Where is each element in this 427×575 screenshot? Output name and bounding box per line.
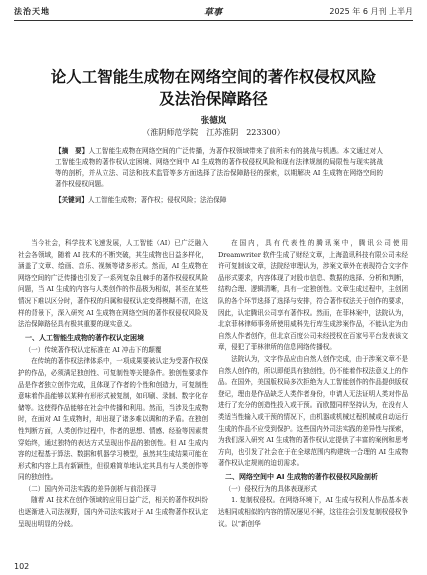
body-column-right: [218, 238, 408, 530]
intro-paragraph: 当今社会，科学技术飞速发展，人工智能（AI）已广泛融入社会各领域，随着 AI 技术的不断突破，其生成物也日益多样化，涵盖了文章、绘画、音乐、视频等诸多形式。然而，AI 生成物在网络空间的广泛传播也引发了一系列复杂且棘手的著作权侵权风险问题，当 AI 生成的内容与人类创作的作品极为相似，甚至在某些情况下难以区分时，著作权的归属和侵权认定变得模糊不清，在这样的背景下，深入研究 AI 生成物在网络空间的著作权侵权风险及法治保障路径具有极其重要的现实意义。: [18, 239, 208, 329]
body-paragraph: 在传统的著作权法律体系中，一项成果要被认定为受著作权保护的作品，必须满足独创性、可复制性等关键条件。独创性要求作品是作者独立创作完成，且体现了作者的个性和创造力，可复制性意味着作品能够以某种有形形式被复制，如印刷、录制、数字化存储等。这使得作品能够在社会中传播和利用。然而，当涉及生成物时，在面对 AI 生成物时，却出现了诸多难以调和的矛盾。在独创性判断方面，人类创作过程中，作者的思想、情感、经验等因素贯穿始终，通过独特的表达方式呈现出作品的独创性。但 AI 生成内容的过程基于算法、数据和机器学习模型，虽然其生成结果可能在形式和内容上具有新颖性，但很难简单地认定其具有与人类创作等同的独创性。: [18, 357, 208, 482]
abstract-text: 人工智能生成物在网络空间的广泛传播，为著作权领域带来了前所未有的挑战与机遇。本文通过对人工智能生成物的著作权认定困境、网络空间中 AI 生成物的著作权侵权风险和现有法律规制的局限性与现实挑战等的剖析，并从立法、司法和技术监管等多方面选择了法治保障路径的探索，以期解决 AI 生成物在网络空间的著作权侵权问题。: [55, 147, 384, 188]
body-paragraph: 1. 复制权侵权。在网络环境下，AI 生成与权利人作品基本表达相同或相似的内容的情况屡见不鲜，这往往会引发复制权侵权争议。以“新创华: [218, 496, 408, 528]
subsection-heading-1-1: （一）传统著作权认定标准在 AI 冲击下的颠覆: [24, 345, 162, 354]
keywords-text: 人工智能生成物；著作权；侵权风险；法治保障: [87, 196, 227, 204]
header-rule: [14, 20, 413, 21]
section-heading-1: 一、人工智能生成物的著作权认定困境: [25, 333, 144, 342]
article-title: [20, 66, 407, 110]
body-paragraph: 法院认为，文字作品应由自然人创作完成，由于涉案文章不是自然人创作的，所以即便具有独创性，仍不能着作权法意义上的作品。在国外，美国版权局多次拒绝为人工智能创作的作品提供版权登记，理由是作品缺乏人类作者身份，申请人无法证明人类对作品进行了充分的创造性投入或干预。而欧盟同样坚持认为，在没有人类适当性输入或干预的情况下，由机器或机械过程机械或自动运行生成的作品不应受到保护。这些国内外司法实践的差异性与探索，为我们深入研究 AI 生成物的著作权认定提供了丰富的案例和思考方向，也引发了社会在于在全球范围内构建统一合理的 AI 生成物著作权认定规则的迫切需求。: [218, 354, 408, 468]
author-name: 张德岚: [200, 116, 227, 126]
article-title-line-2: 及法治保障路径: [159, 90, 268, 108]
section-heading-2: 二、网络空间中 AI 生成物的著作权侵权风险剖析: [225, 472, 378, 481]
keywords: [55, 195, 383, 206]
body-column-left: [18, 238, 208, 530]
subsection-heading-1-2: （二）国内外司法实践的差异剖析与前沿探寻: [24, 484, 157, 493]
running-header: [14, 5, 413, 18]
issue-date: 2025 年 6 月刊 上半月: [329, 7, 413, 16]
abstract: [55, 146, 383, 190]
body-paragraph: 在国内，具有代表性的腾讯案中，腾讯公司使用 Dreamwriter 软件生成了财经文章，上海盈讯科技有限公司未经许可复制该文章，法院经审理认为，涉案文章外在表现符合文字作品形式要求，内容体现了对股市信息、数据的选择、分析和判断，结构合理、逻辑清晰，具有一定独创性。文章生成过程中，主创团队的各个环节选择了选择与安排，符合著作权法关于创作的要求，因此，认定腾讯公司享有著作权。然而，在菲林案中，法院认为，北京菲林律师事务所使用威科先行库生成涉案作品，不能认定为由自然人作者创作，但北京百度公司未经授权在百家号平台发表该文章，侵犯了菲林律所的信息网络传播权。: [218, 239, 408, 352]
journal-column-name: 法治天地: [14, 7, 50, 16]
subsection-heading-2-1: （一）侵权行为的具体表现形式: [224, 484, 317, 493]
journal-logo-text: 草事: [204, 8, 223, 18]
author-affiliation: （淮阴师范学院 江苏淮阴 223300）: [142, 128, 285, 137]
page-number: 102: [14, 562, 30, 571]
article-title-line-1: 论人工智能生成物在网络空间的著作权侵权风险: [50, 68, 377, 86]
abstract-label: 【摘 要】: [55, 147, 89, 155]
body-paragraph: 随着 AI 技术在创作领域的应用日益广泛，相关的著作权纠纷也逐渐进入司法视野，国内外司法实践对于 AI 生成物著作权认定呈现出明显的分歧。: [18, 496, 208, 528]
keywords-label: 【关键词】: [55, 196, 88, 204]
